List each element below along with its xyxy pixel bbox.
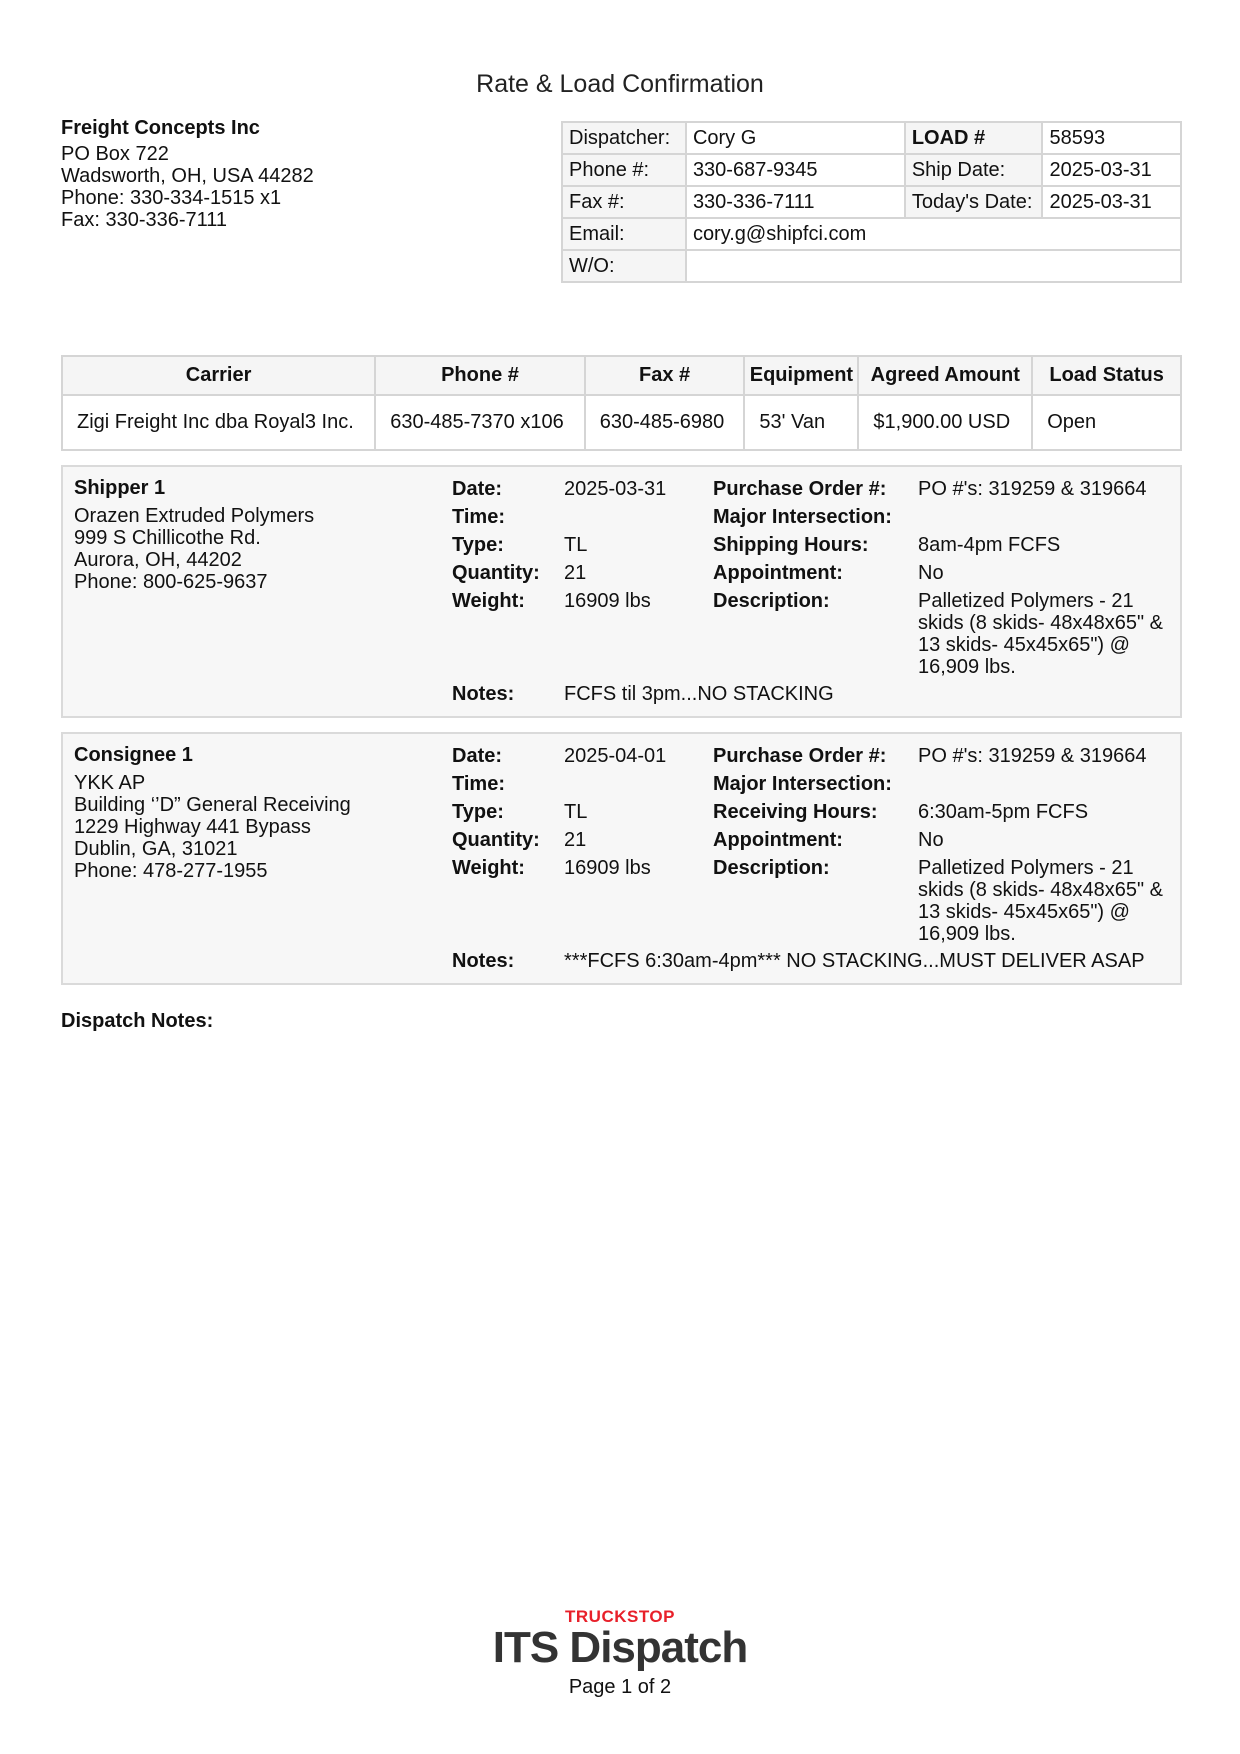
fax-header: Fax # — [585, 356, 745, 395]
load-number-value: 58593 — [1042, 122, 1181, 154]
work-order-value — [686, 250, 1181, 282]
page-title: Rate & Load Confirmation — [476, 70, 764, 98]
email-label: Email: — [562, 218, 686, 250]
consignee-time-label: Time: — [452, 773, 505, 795]
shipper-contact — [74, 477, 314, 593]
equipment-header: Equipment — [744, 356, 858, 395]
ship-date-label: Ship Date: — [905, 154, 1043, 186]
consignee-po-value: PO #'s: 319259 & 319664 — [918, 745, 1147, 767]
carrier-name: Zigi Freight Inc dba Royal3 Inc. — [62, 395, 375, 450]
logo-brand-text: TRUCKSTOP — [565, 1607, 675, 1626]
todays-date-value: 2025-03-31 — [1042, 186, 1181, 218]
carrier-phone: 630-485-7370 x106 — [375, 395, 585, 450]
load-status-header: Load Status — [1032, 356, 1181, 395]
shipper-section — [61, 465, 1182, 718]
page-footer — [0, 1608, 1240, 1699]
company-address-line1: PO Box 722 — [61, 143, 169, 165]
shipper-time-label: Time: — [452, 506, 505, 528]
company-name: Freight Concepts Inc — [61, 117, 260, 139]
todays-date-label: Today's Date: — [905, 186, 1043, 218]
consignee-address-line2: 1229 Highway 441 Bypass — [74, 816, 311, 838]
shipper-notes-label: Notes: — [452, 683, 515, 705]
carrier-header: Carrier — [62, 356, 375, 395]
consignee-notes-label: Notes: — [452, 950, 515, 972]
shipper-appointment-value: No — [918, 562, 944, 584]
phone-header: Phone # — [375, 356, 585, 395]
table-row — [62, 395, 1181, 450]
consignee-appointment-value: No — [918, 829, 944, 851]
shipper-type-value: TL — [564, 534, 588, 556]
dispatcher-value: Cory G — [686, 122, 905, 154]
shipper-quantity-label: Quantity: — [452, 562, 540, 584]
carrier-table-header — [62, 356, 1181, 395]
consignee-description-value: Palletized Polymers - 21 skids (8 skids- 48x48x65" & 13 skids- 45x45x65") @ 16,909 lbs. — [918, 857, 1163, 945]
dispatcher-fax-value: 330-336-7111 — [686, 186, 905, 218]
shipper-weight-label: Weight: — [452, 590, 525, 612]
company-block — [61, 117, 314, 231]
load-number-label: LOAD # — [905, 122, 1043, 154]
its-dispatch-logo — [0, 1608, 1240, 1670]
shipper-name: Orazen Extruded Polymers — [74, 505, 315, 527]
work-order-label: W/O: — [562, 250, 686, 282]
shipper-weight-value: 16909 lbs — [564, 590, 651, 612]
shipper-description-label: Description: — [713, 590, 830, 612]
receiving-hours-value: 6:30am-5pm FCFS — [918, 801, 1089, 823]
agreed-amount-header: Agreed Amount — [858, 356, 1032, 395]
consignee-intersection-label: Major Intersection: — [713, 773, 892, 795]
receiving-hours-label: Receiving Hours: — [713, 801, 878, 823]
consignee-date-value: 2025-04-01 — [564, 745, 667, 767]
consignee-quantity-value: 21 — [564, 829, 587, 851]
consignee-weight-value: 16909 lbs — [564, 857, 651, 879]
company-phone: Phone: 330-334-1515 x1 — [61, 187, 282, 209]
carrier-agreed-amount: $1,900.00 USD — [858, 395, 1032, 450]
company-address-line2: Wadsworth, OH, USA 44282 — [61, 165, 314, 187]
dispatcher-label: Dispatcher: — [562, 122, 686, 154]
carrier-equipment: 53' Van — [744, 395, 858, 450]
email-value: cory.g@shipfci.com — [686, 218, 1181, 250]
shipper-intersection-label: Major Intersection: — [713, 506, 892, 528]
dispatch-notes-label: Dispatch Notes: — [61, 1010, 214, 1032]
shipper-po-value: PO #'s: 319259 & 319664 — [918, 478, 1147, 500]
consignee-weight-label: Weight: — [452, 857, 525, 879]
shipper-date-label: Date: — [452, 478, 503, 500]
logo-product-text: ITS Dispatch — [492, 1623, 748, 1672]
company-fax: Fax: 330-336-7111 — [61, 209, 228, 231]
dispatcher-phone-value: 330-687-9345 — [686, 154, 905, 186]
consignee-address-line1: Building ‘’D” General Receiving — [74, 794, 351, 816]
shipper-date-value: 2025-03-31 — [564, 478, 667, 500]
consignee-type-value: TL — [564, 801, 588, 823]
shipper-address-line1: 999 S Chillicothe Rd. — [74, 527, 261, 549]
dispatcher-fax-label: Fax #: — [562, 186, 686, 218]
consignee-notes-value: ***FCFS 6:30am-4pm*** NO STACKING...MUST DELIVER ASAP — [564, 950, 1145, 972]
consignee-po-label: Purchase Order #: — [713, 745, 887, 767]
consignee-phone: Phone: 478-277-1955 — [74, 860, 268, 882]
shipping-hours-value: 8am-4pm FCFS — [918, 534, 1061, 556]
consignee-appointment-label: Appointment: — [713, 829, 843, 851]
consignee-description-label: Description: — [713, 857, 830, 879]
shipping-hours-label: Shipping Hours: — [713, 534, 869, 556]
carrier-fax: 630-485-6980 — [585, 395, 745, 450]
shipper-type-label: Type: — [452, 534, 504, 556]
consignee-type-label: Type: — [452, 801, 504, 823]
shipper-quantity-value: 21 — [564, 562, 587, 584]
dispatcher-phone-label: Phone #: — [562, 154, 686, 186]
consignee-date-label: Date: — [452, 745, 503, 767]
shipper-po-label: Purchase Order #: — [713, 478, 887, 500]
consignee-heading: Consignee 1 — [74, 744, 193, 766]
consignee-section — [61, 732, 1182, 985]
shipper-heading: Shipper 1 — [74, 477, 166, 499]
consignee-quantity-label: Quantity: — [452, 829, 540, 851]
consignee-address-line3: Dublin, GA, 31021 — [74, 838, 238, 860]
page-number: Page 1 of 2 — [568, 1676, 672, 1698]
shipper-address-line2: Aurora, OH, 44202 — [74, 549, 242, 571]
consignee-name: YKK AP — [74, 772, 146, 794]
carrier-table — [61, 355, 1182, 451]
dispatch-info-table — [561, 121, 1182, 283]
consignee-contact — [74, 744, 351, 882]
carrier-load-status: Open — [1032, 395, 1181, 450]
shipper-notes-value: FCFS til 3pm...NO STACKING — [564, 683, 834, 705]
shipper-appointment-label: Appointment: — [713, 562, 843, 584]
ship-date-value: 2025-03-31 — [1042, 154, 1181, 186]
shipper-phone: Phone: 800-625-9637 — [74, 571, 268, 593]
shipper-description-value: Palletized Polymers - 21 skids (8 skids- 48x48x65" & 13 skids- 45x45x65") @ 16,909 lbs. — [918, 590, 1163, 678]
